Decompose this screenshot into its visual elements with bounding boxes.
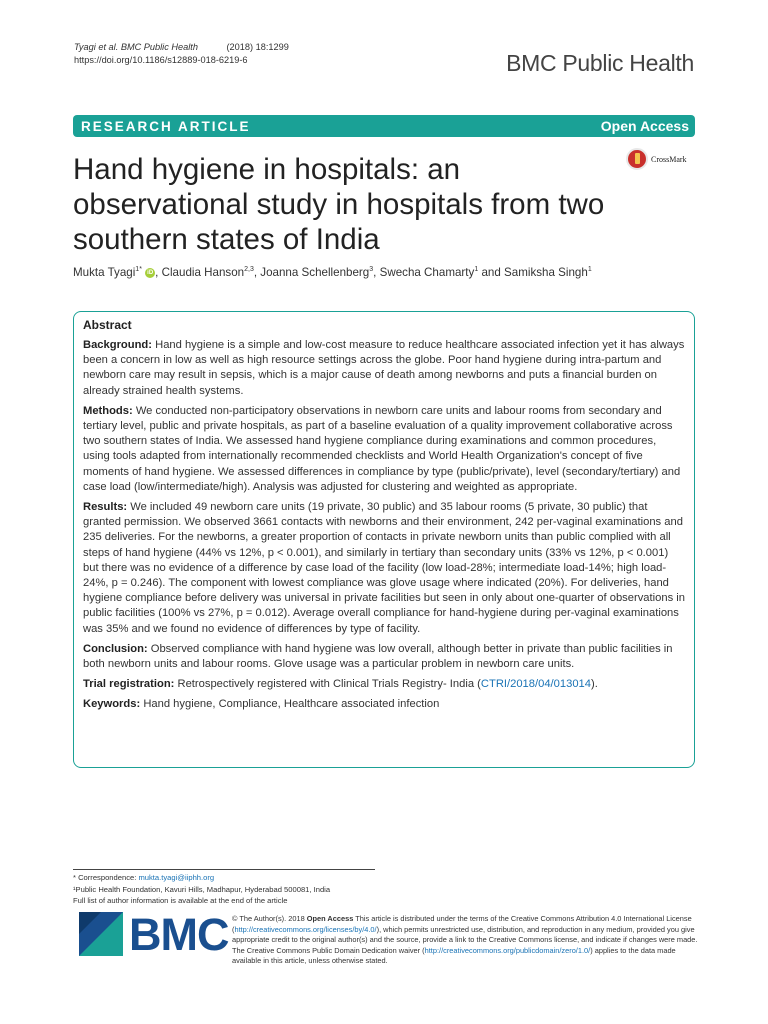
abstract-box	[73, 311, 695, 768]
crossmark-icon	[626, 148, 648, 170]
trial-text: Retrospectively registered with Clinical Trials Registry- India (	[177, 678, 481, 691]
keywords-label: Keywords:	[83, 698, 141, 711]
author-list: Mukta Tyagi$^{1*}$ iD , Claudia Hanson$^{2,3}$, Joanna Schellenberg$^3$, Swecha Chamarty$^1$ and Samiksha Singh$^1$	[73, 266, 592, 279]
abstract-heading: Abstract	[83, 318, 132, 332]
license-part-1: This article is distributed under the terms of the Creative Commons Attribution 4.0 International License (	[232, 914, 692, 934]
author-name[interactable]: Samiksha Singh	[504, 266, 588, 279]
abstract-methods	[83, 404, 686, 495]
bmc-logo-text: BMC	[129, 909, 229, 960]
article-title: Hand hygiene in hospitals: an observational study in hospitals from two southern states of India	[73, 153, 605, 256]
doi-link[interactable]: https://doi.org/10.1186/s12889-018-6219-6	[74, 55, 248, 65]
license-link-cc0[interactable]: http://creativecommons.org/publicdomain/zero/1.0/	[424, 945, 591, 955]
crossmark-label: CrossMark	[651, 154, 687, 164]
footnote-divider	[73, 869, 375, 870]
conclusion-label: Conclusion:	[83, 642, 148, 655]
license-part-2: ), which permits unrestricted use, distribution, and reproduction in any medium, provided you give appropriate credit to the original author(s) and the source, provide a link to the Creative Commons license, and indicate if changes were made. The Creative Commons Public Domain Dedication waiver (	[232, 924, 698, 955]
author-affiliation: 1*	[135, 266, 142, 274]
crossmark-button[interactable]	[626, 148, 687, 170]
author-info-note: Full list of author information is available at the end of the article	[73, 896, 288, 905]
methods-text: We conducted non-participatory observations in newborn care units and labour rooms from secondary and tertiary level, public and private hospitals, as part of a baseline evaluation of a quality improvement collaborative across two southern states of India. We assessed hand hygiene compliance during examinations and common procedures, using tools adapted from internationally recommended checklists and World Health Organization's concept of five moments of hand hygiene. We assessed differences in compliance by type (public/private), level (secondary/tertiary) and case load (low/intermediate/high). Analysis was adjusted for clustering and weighted as appropriate.	[83, 404, 681, 493]
author-affiliation: 1	[474, 266, 479, 274]
license-text	[232, 914, 700, 967]
correspondence-email[interactable]: mukta.tyagi@iiphh.org	[138, 873, 215, 882]
author-affiliation: 3	[369, 266, 374, 274]
journal-name: BMC Public Health	[506, 50, 694, 76]
trial-link[interactable]: CTRI/2018/04/013014	[480, 678, 591, 691]
abstract-conclusion	[83, 642, 686, 672]
bmc-logo-icon	[79, 912, 123, 956]
methods-label: Methods:	[83, 404, 133, 417]
footnote	[73, 872, 330, 907]
open-access-label: Open Access	[600, 118, 689, 134]
author-name[interactable]: Claudia Hanson	[161, 266, 245, 279]
citation-authors: Tyagi et al.	[74, 42, 119, 52]
results-text: We included 49 newborn care units (19 private, 30 public) and 35 labour rooms (5 private, 30 public) that granted permission. We observed 3661 contacts with newborns and their environment, 242 per-vaginal examinations and 235 deliveries. For the newborns, a greater proportion of contacts in private newborn units than public complied with all steps of hand hygiene (44% vs 12%, p < 0.001), and similarly in tertiary than secondary units (33% vs 12%, p < 0.001) but there was no evidence of a difference by case load of the facility (low load-28%; intermediate load-14%; high load- 24%, p = 0.246). The component with lowest compliance was glove usage where indicated (20%). For deliveries, hand hygiene compliance before delivery was universal in private facilities but seen in only about one-quarter of observations in public facilities (100% vs 27%, p = 0.012). Average overall compliance for hand-hygiene during per-vaginal examinations was 35% and we found no evidence of differences by type of facility.	[83, 501, 685, 635]
citation-year-volume: (2018) 18:1299	[226, 42, 289, 52]
license-link-cc-by[interactable]: http://creativecommons.org/licenses/by/4.0/	[234, 924, 377, 934]
license-part-3: ) applies to the data made available in this article, unless otherwise stated.	[232, 945, 676, 965]
conclusion-text: Observed compliance with hand hygiene was low overall, although better in private than public facilities in both newborn units and labour rooms. Glove usage was a particular problem in newborn care units.	[83, 642, 673, 671]
background-text: Hand hygiene is a simple and low-cost measure to reduce healthcare associated infection yet it has always been a concern in low as well as high resource settings across the globe. Poor hand hygiene during intra-partum and newborn care may result in sepsis, which is a major cause of death among newborns and puts a financial burden on already strained health systems.	[83, 339, 685, 397]
article-banner	[73, 115, 695, 137]
results-label: Results:	[83, 501, 128, 514]
citation-header	[74, 41, 289, 67]
abstract-keywords	[83, 697, 686, 712]
abstract-trial-registration	[83, 677, 686, 692]
orcid-icon[interactable]: iD	[147, 269, 154, 276]
author-affiliation: 2,3	[244, 266, 254, 274]
open-access-bold: Open Access	[306, 914, 354, 923]
abstract-background	[83, 338, 686, 399]
author-name[interactable]: Mukta Tyagi	[73, 266, 136, 279]
author-name[interactable]: Swecha Chamarty	[379, 266, 475, 279]
copyright-text: © The Author(s). 2018	[232, 914, 305, 923]
citation-journal: BMC Public Health	[120, 42, 198, 52]
trial-end: ).	[591, 678, 598, 691]
affiliation-text: ¹Public Health Foundation, Kavuri Hills, Madhapur, Hyderabad 500081, India	[73, 884, 331, 894]
article-type: RESEARCH ARTICLE	[81, 118, 251, 134]
correspondence-label: * Correspondence:	[73, 873, 137, 882]
keywords-text: Hand hygiene, Compliance, Healthcare associated infection	[143, 698, 440, 711]
trial-label: Trial registration:	[83, 678, 175, 691]
abstract-results	[83, 500, 686, 637]
author-affiliation: 1	[587, 266, 592, 274]
author-name[interactable]: Joanna Schellenberg	[260, 266, 370, 279]
background-label: Background:	[83, 339, 152, 351]
